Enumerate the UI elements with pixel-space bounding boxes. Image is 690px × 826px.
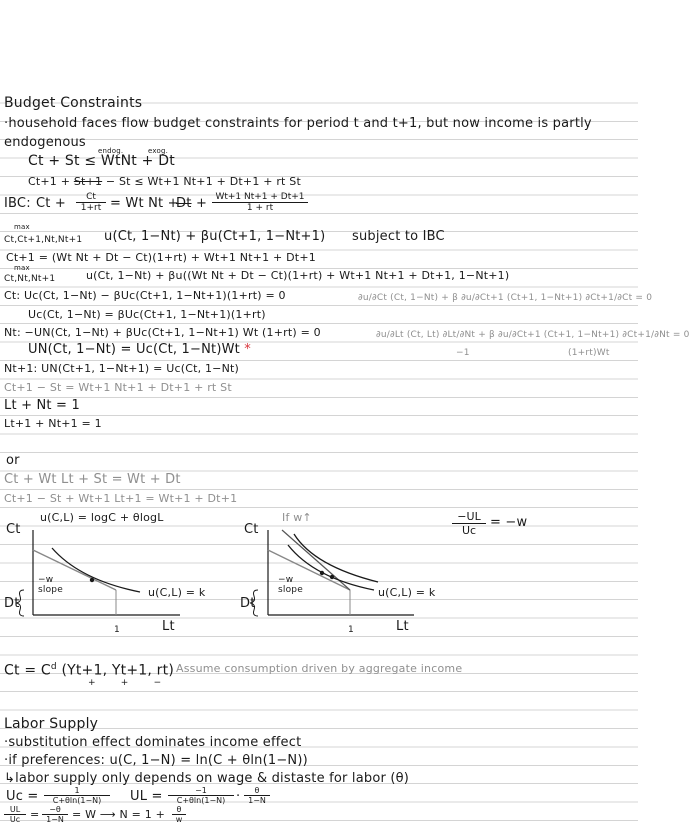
labor-bullet2: ·if preferences: u(C, 1−N) = ln(C + θln(1−N)) [4, 753, 308, 768]
budget-intro-line1: ·household faces flow budget constraints for period t and t+1, but now income is partly [4, 116, 592, 131]
ibc-frac1-num: Ct [76, 192, 106, 203]
exog-label: exog. [148, 147, 169, 155]
graph2-slope-top: −w [278, 575, 294, 585]
uc-den: C+θln(1−N) [52, 796, 102, 805]
ratio-num: UL [4, 805, 26, 815]
ct1-substitution: Ct+1 = (Wt Nt + Dt − Ct)(1+rt) + Wt+1 Nt+1 + Dt+1 [6, 251, 316, 264]
intratemporal-eq: UN(Ct, 1−Nt) = Uc(Ct, 1−Nt)Wt [28, 342, 240, 357]
max-label-1: max [14, 223, 30, 231]
n-num: θ [172, 805, 186, 815]
graph1-indifference-curve [52, 548, 140, 592]
note-wage-term: (1+rt)Wt [568, 348, 610, 358]
budget-eq-t1-struck: St+1 [73, 175, 103, 188]
ibc-c: Ct + [36, 196, 66, 211]
mrs-rhs: = −w [490, 515, 528, 530]
graph1-optimum-point [90, 578, 94, 582]
note-minus-one: −1 [456, 348, 470, 358]
ul-den2: 1−N [248, 796, 266, 805]
foc-labor: Nt: −UN(Ct, 1−Nt) + βUc(Ct+1, 1−Nt+1) Wt (1+rt) = 0 [4, 326, 321, 339]
ratio-fraction [4, 805, 26, 824]
endog-label: endog. [98, 147, 124, 155]
uc-num: 1 [44, 786, 110, 796]
graph1-ylabel: Ct [6, 522, 21, 537]
graph1-d-label: Dt [4, 596, 20, 611]
ratio-tail: = W ⟶ N = 1 + [72, 808, 166, 821]
alt-budget-eq1: Ct + Wt Lt + St = Wt + Dt [4, 472, 181, 487]
ul-den: C+θln(1−N) [176, 796, 226, 805]
graph2-optimum-point [320, 571, 324, 575]
labor-bullet1: ·substitution effect dominates income effect [4, 735, 302, 750]
budget-eq-t1-b: − St ≤ Wt+1 Nt+1 + Dt+1 + rt St [105, 175, 301, 188]
graph2-higher-indifference-curve [294, 534, 378, 582]
alt-budget-eq2: Ct+1 − St + Wt+1 Lt+1 = Wt+1 + Dt+1 [4, 492, 238, 505]
graph1-slope-top: −w [38, 575, 54, 585]
objective-2: u(Ct, 1−Nt) + βu((Wt Nt + Dt − Ct)(1+rt) + Wt+1 Nt+1 + Dt+1, 1−Nt+1) [86, 269, 510, 282]
labor-arrow-line: ↳labor supply only depends on wage & distaste for labor (θ) [4, 771, 410, 786]
ul-num2: θ [244, 786, 270, 796]
budget-eq-t: Ct + St ≤ WtNt + Dt [28, 153, 175, 169]
foc-consumption: Ct: Uc(Ct, 1−Nt) − βUc(Ct+1, 1−Nt+1)(1+rt) = 0 [4, 289, 286, 302]
graph2-curve-label: u(C,L) = k [378, 586, 436, 599]
consumption-note: Assume consumption driven by aggregate income [176, 662, 463, 675]
foc-labor-next: Nt+1: UN(Ct+1, 1−Nt+1) = Uc(Ct, 1−Nt) [4, 362, 240, 375]
ul-num: −1 [168, 786, 234, 796]
max-label-2: max [14, 264, 30, 272]
graph2-annotation: If w↑ [282, 511, 312, 524]
consumption-sup: d [50, 662, 57, 672]
ibc-struck: Dt [176, 196, 192, 211]
max-vars-1: Ct,Ct+1,Nt,Nt+1 [4, 235, 83, 245]
ul-fraction2 [244, 786, 270, 805]
consumption-eq: Ct = C [4, 662, 51, 679]
uc-lhs: Uc = [6, 789, 39, 804]
mrs-den: Uc [461, 524, 477, 537]
consumption-args: (Yt+1, Yt+1, rt) [61, 662, 174, 679]
ibc-plus: + [196, 196, 208, 211]
or-label: or [6, 453, 20, 468]
max-vars-2: Ct,Nt,Nt+1 [4, 274, 56, 284]
important-star: * [244, 342, 251, 357]
ratio-fraction2 [42, 805, 68, 824]
budget-heading: Budget Constraints [4, 95, 143, 111]
ratio-den: Uc [9, 815, 21, 824]
graph1-xlabel: Lt [162, 619, 175, 634]
ibc-mid: = Wt Nt + [110, 196, 179, 211]
n-fraction [172, 805, 186, 824]
time-constraint-t1: Lt+1 + Nt+1 = 1 [4, 417, 102, 430]
graph1-curve-label: u(C,L) = k [148, 586, 206, 599]
euler-equation: Uc(Ct, 1−Nt) = βUc(Ct+1, 1−Nt+1)(1+rt) [28, 308, 266, 321]
graph2-ylabel: Ct [244, 522, 259, 537]
foc-labor-derivation: ∂u/∂Lt (Ct, Lt) ∂Lt/∂Nt + β ∂u/∂Ct+1 (Ct+1, 1−Nt+1) ∂Ct+1/∂Nt = 0 [376, 330, 690, 340]
ratio-den2: 1−N [46, 815, 64, 824]
graph1-slope-bottom: slope [38, 585, 63, 595]
subject-to-ibc: subject to IBC [352, 229, 445, 244]
budget-intro-line2: endogenous [4, 135, 86, 150]
budget-gray-line: Ct+1 − St = Wt+1 Nt+1 + Dt+1 + rt St [4, 381, 232, 394]
ibc-frac2-num: Wt+1 Nt+1 + Dt+1 [212, 192, 308, 203]
ul-dot: · [236, 789, 241, 804]
graph1-budget-line [33, 550, 116, 590]
ratio-num2: −θ [42, 805, 68, 815]
graph1-utility: u(C,L) = logC + θlogL [40, 511, 164, 524]
graph1-d-brace [16, 590, 24, 616]
ibc-frac2-den: 1 + rt [246, 203, 274, 213]
foc-consumption-derivation: ∂u/∂Ct (Ct, 1−Nt) + β ∂u/∂Ct+1 (Ct+1, 1−Nt+1) ∂Ct+1/∂Ct = 0 [358, 293, 653, 303]
time-constraint-t: Lt + Nt = 1 [4, 398, 80, 413]
graph1-tick: 1 [114, 625, 120, 635]
ibc-frac1-den: 1+rt [80, 203, 102, 213]
graph2-indifference-curve [288, 545, 374, 590]
ibc-label: IBC: [4, 196, 31, 211]
mrs-num: −UL [452, 510, 486, 524]
graph2-tick: 1 [348, 625, 354, 635]
graph2-d-brace [250, 590, 258, 616]
graph2-slope-bottom: slope [278, 585, 303, 595]
graph2-budget-line [268, 550, 350, 590]
objective-1: u(Ct, 1−Nt) + βu(Ct+1, 1−Nt+1) [104, 229, 326, 244]
labor-heading: Labor Supply [4, 716, 99, 732]
n-den: w [175, 815, 183, 824]
graph2-d-label: Dt [240, 596, 256, 611]
budget-eq-t1-a: Ct+1 + [28, 175, 71, 188]
ratio-eq: = [30, 808, 40, 821]
graph2-new-optimum-point [330, 575, 334, 579]
graph2-xlabel: Lt [396, 619, 409, 634]
consumption-signs: + + − [88, 678, 162, 688]
ul-fraction [168, 786, 234, 805]
ul-lhs: UL = [130, 789, 163, 804]
uc-fraction [44, 786, 110, 805]
